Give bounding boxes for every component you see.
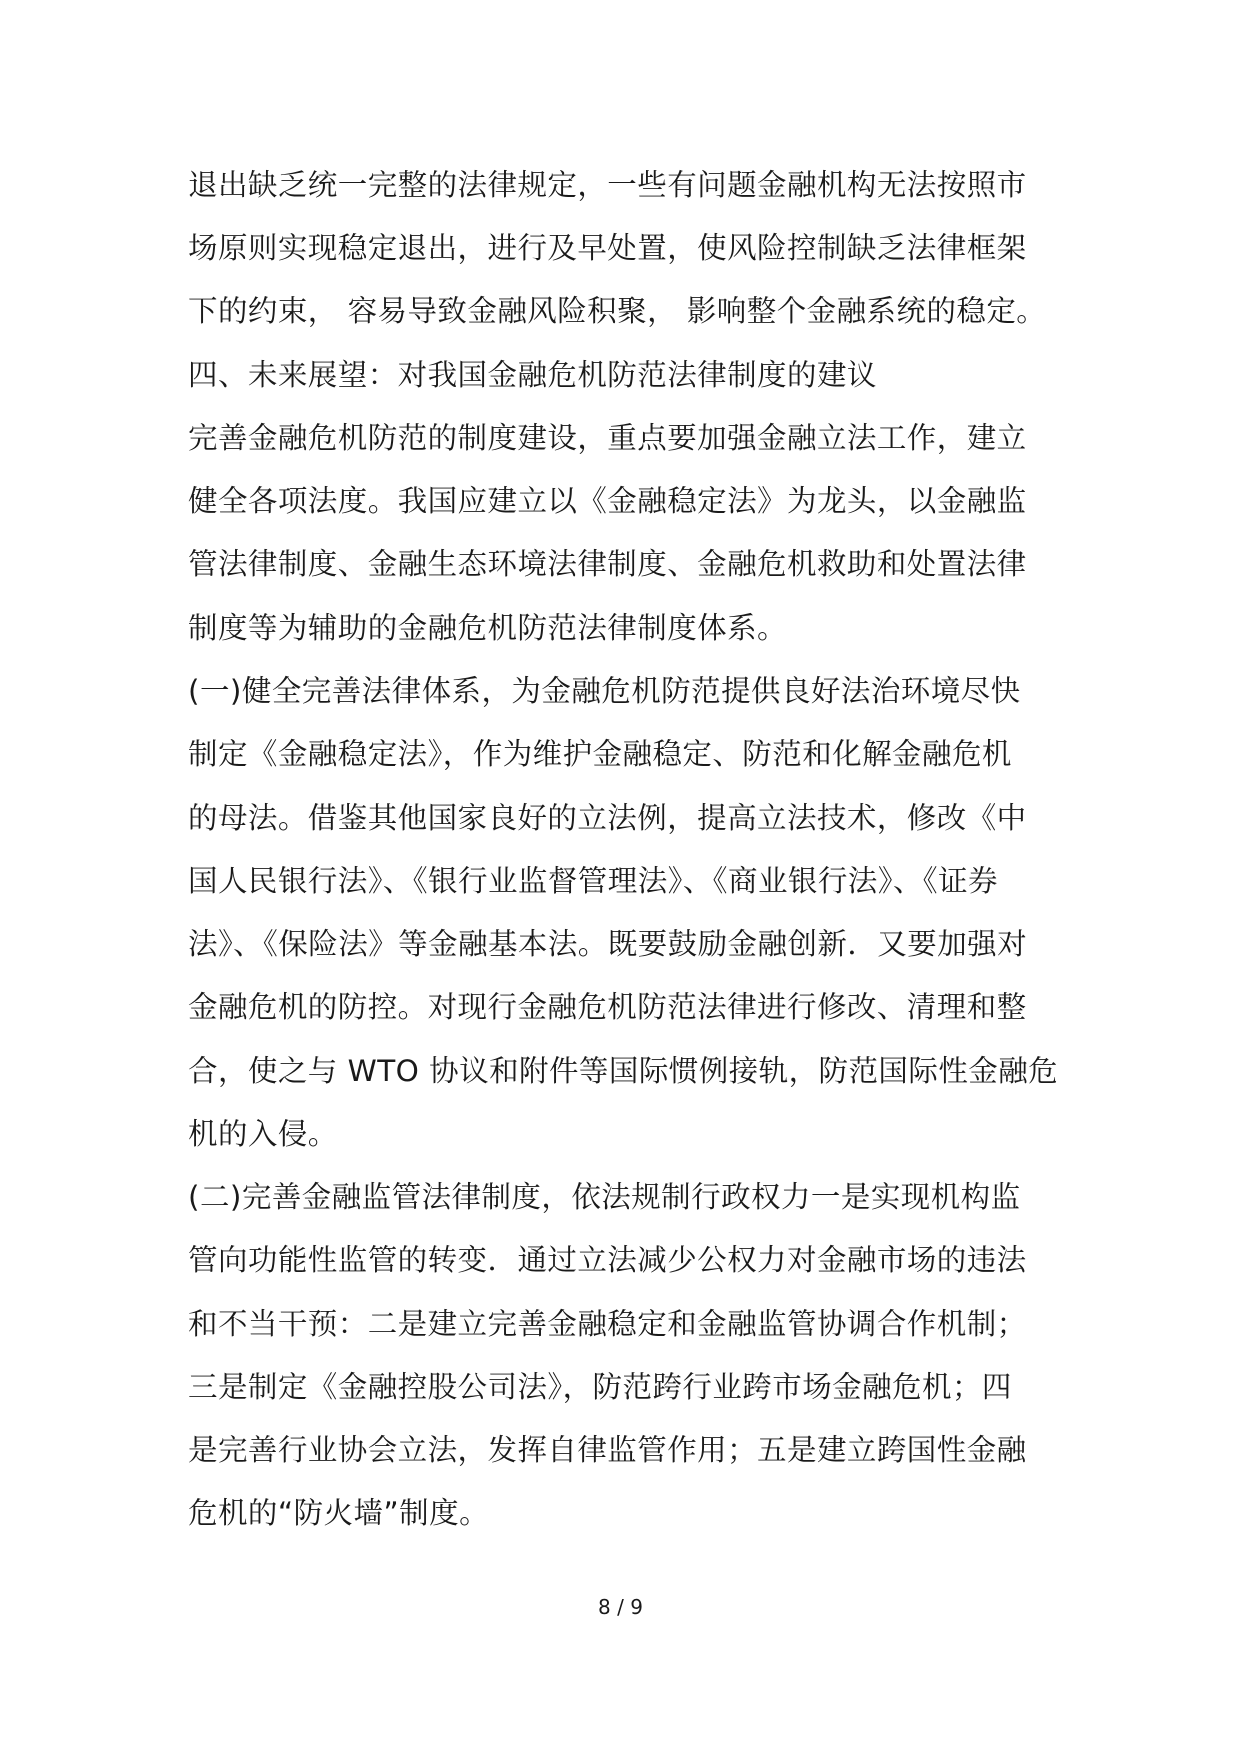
- text-line: 和不当干预：二是建立完善金融稳定和金融监管协调合作机制；: [188, 1307, 1027, 1341]
- text-line: 的母法。借鉴其他国家良好的立法例，提高立法技术，修改《中: [188, 801, 1027, 835]
- text-line: 是完善行业协会立法，发挥自律监管作用；五是建立跨国性金融: [188, 1433, 1027, 1467]
- text-line: 法》、《保险法》等金融基本法。既要鼓励金融创新．又要加强对: [188, 927, 1028, 961]
- text-line: 管向功能性监管的转变．通过立法减少公权力对金融市场的违法: [188, 1243, 1027, 1277]
- subsection-heading-line: (二)完善金融监管法律制度，依法规制行政权力一是实现机构监: [188, 1180, 1021, 1214]
- section-heading: 四、未来展望：对我国金融危机防范法律制度的建议: [188, 358, 877, 392]
- text-line: 完善金融危机防范的制度建设，重点要加强金融立法工作，建立: [188, 421, 1027, 455]
- text-line: 机的入侵。: [188, 1117, 338, 1151]
- text-line: 合，使之与 WTO 协议和附件等国际惯例接轨，防范国际性金融危: [188, 1054, 1059, 1088]
- text-line: 下的约束， 容易导致金融风险积聚， 影响整个金融系统的稳定。: [188, 294, 1047, 328]
- text-line: 健全各项法度。我国应建立以《金融稳定法》为龙头，以金融监: [188, 484, 1027, 518]
- text-line: 制度等为辅助的金融危机防范法律制度体系。: [188, 611, 788, 645]
- text-line: 管法律制度、金融生态环境法律制度、金融危机救助和处置法律: [188, 547, 1027, 581]
- text-line: 场原则实现稳定退出，进行及早处置，使风险控制缺乏法律框架: [188, 231, 1027, 265]
- text-line: 制定《金融稳定法》，作为维护金融稳定、防范和化解金融危机: [188, 737, 1012, 771]
- subsection-heading-line: (一)健全完善法律体系，为金融危机防范提供良好法治环境尽快: [188, 674, 1021, 708]
- text-line: 三是制定《金融控股公司法》，防范跨行业跨市场金融危机；四: [188, 1370, 1012, 1404]
- page-number: 8 / 9: [598, 1595, 643, 1619]
- text-line: 国人民银行法》、《银行业监督管理法》、《商业银行法》、《证券: [188, 864, 999, 898]
- text-line: 金融危机的防控。对现行金融危机防范法律进行修改、清理和整: [188, 990, 1027, 1024]
- text-line: 危机的“防火墙”制度。: [188, 1496, 490, 1530]
- text-line: 退出缺乏统一完整的法律规定，一些有问题金融机构无法按照市: [188, 168, 1027, 202]
